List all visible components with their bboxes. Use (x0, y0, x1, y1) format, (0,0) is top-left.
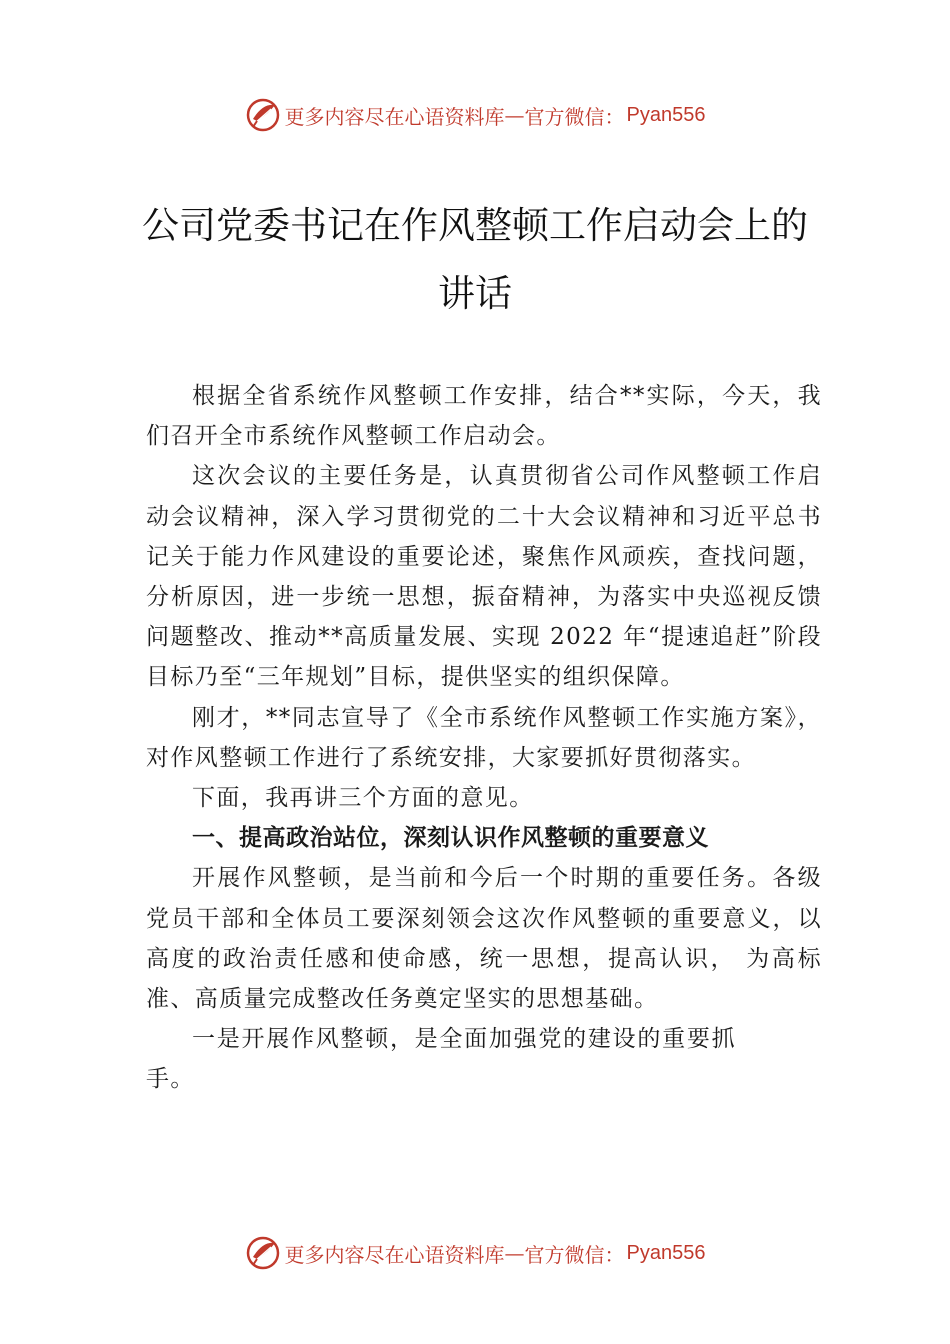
quill-logo-icon (245, 97, 281, 133)
title-line-2: 讲话 (438, 272, 512, 315)
title-line-1: 公司党委书记在作风整顿工作启动会上的 (142, 204, 808, 247)
watermark-text: 更多内容尽在心语资料库 (284, 104, 505, 129)
paragraph: 根据全省系统作风整顿工作安排，结合**实际，今天，我们召开全市系统作风整顿工作启动会。 (146, 383, 822, 450)
watermark-dash: — (504, 1241, 525, 1265)
paragraph: 一是开展作风整顿，是全面加强党的建设的重要抓手。 (146, 1026, 736, 1093)
paragraph: 开展作风整顿，是当前和今后一个时期的重要任务。各级党员干部和全体员工要深刻领会这次作风整顿的重要意义，以高度的政治责任感和使命感，统一思想，提高认识， 为高标准、高质量完成整改任务奠定坚实的思想基础。 (146, 865, 822, 1013)
section-heading: 一、提高政治站位，深刻认识作风整顿的重要意义 (192, 825, 709, 852)
header-watermark (0, 95, 950, 135)
document-title (100, 192, 850, 328)
footer-watermark (0, 1233, 950, 1273)
quill-logo-icon (245, 1235, 281, 1271)
document-body (146, 376, 822, 1100)
wechat-label: 官方微信： (524, 1242, 625, 1267)
watermark-dash: — (504, 103, 525, 127)
wechat-label: 官方微信： (524, 104, 625, 129)
paragraph: 这次会议的主要任务是，认真贯彻省公司作风整顿工作启动会议精神，深入学习贯彻党的二十大会议精神和习近平总书记关于能力作风建设的重要论述，聚焦作风顽疾，查找问题，分析原因，进一步统一思想，振奋精神，为落实中央巡视反馈问题整改、推动**高质量发展、实现 2022 年“提速追赶”阶段目标乃至“三年规划”目标，提供坚实的组织保障。 (146, 463, 822, 691)
watermark-text: 更多内容尽在心语资料库 (284, 1242, 505, 1267)
wechat-id: Pyan556 (626, 1241, 706, 1264)
wechat-id: Pyan556 (626, 103, 706, 126)
paragraph: 下面，我再讲三个方面的意见。 (192, 785, 534, 812)
paragraph: 刚才，**同志宣导了《全市系统作风整顿工作实施方案》，对作风整顿工作进行了系统安排，大家要抓好贯彻落实。 (146, 704, 822, 771)
